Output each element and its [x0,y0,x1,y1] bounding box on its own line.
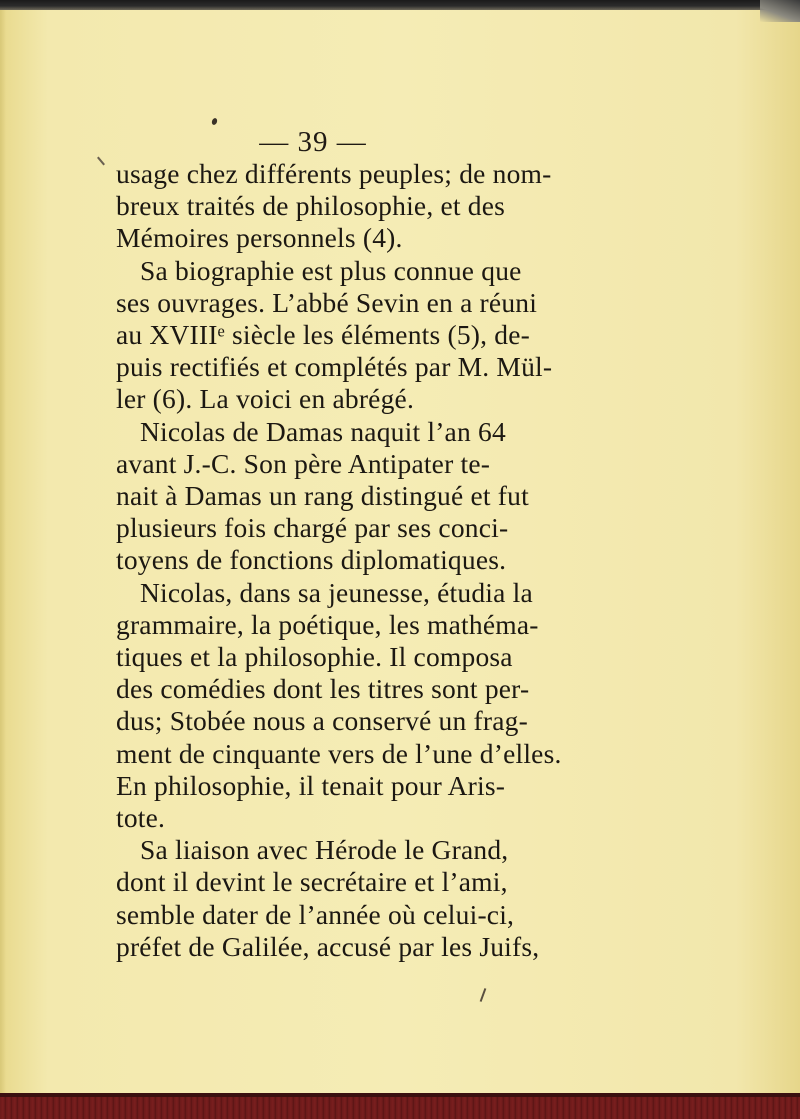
text-line: ment de cinquante vers de l’une d’elles. [116,737,562,769]
text-line: dus; Stobée nous a conservé un frag- [116,705,528,737]
page-number: — 39 — [259,126,367,158]
text-line: dont il devint le secrétaire et l’ami, [116,866,508,898]
text-line: tiques et la philosophie. Il composa [116,641,513,673]
text-line: Mémoires personnels (4). [116,222,403,254]
text-line: avant J.-C. Son père Antipater te- [116,447,491,479]
text-line: au XVIIIᵉ siècle les éléments (5), de- [116,319,530,351]
top-edge-shadow [0,0,800,10]
ink-spot-mark [211,117,218,125]
text-line: toyens de fonctions diplomatiques. [116,544,507,576]
text-line: semble dater de l’année où celui-ci, [116,898,515,930]
text-line: plusieurs fois chargé par ses conci- [116,512,509,544]
text-line: grammaire, la poétique, les mathéma- [116,608,539,640]
text-line: des comédies dont les titres sont per- [116,673,530,705]
body-text [116,158,576,963]
text-line: Sa biographie est plus connue que [140,254,522,286]
top-right-corner-shadow [760,0,800,22]
ink-tick-mark [97,157,105,166]
text-line: préfet de Galilée, accusé par les Juifs, [116,930,540,962]
text-line: usage chez différents peuples; de nom- [116,158,552,189]
text-line: tote. [116,802,166,834]
bottom-binding-edge [0,1097,800,1119]
ink-slash-mark [480,988,487,1002]
left-page-edge [0,10,6,1097]
text-line: ses ouvrages. L’abbé Sevin en a réuni [116,286,538,318]
text-line: breux traités de philosophie, et des [116,190,506,222]
text-line: Nicolas, dans sa jeunesse, étudia la [140,576,533,608]
text-line: nait à Damas un rang distingué et fut [116,480,529,512]
text-line: ler (6). La voici en abrégé. [116,383,415,415]
text-line: puis rectifiés et complétés par M. Mül- [116,351,553,383]
text-line: Sa liaison avec Hérode le Grand, [140,834,509,866]
text-line: Nicolas de Damas naquit l’an 64 [140,415,506,447]
text-line: En philosophie, il tenait pour Aris- [116,769,506,801]
